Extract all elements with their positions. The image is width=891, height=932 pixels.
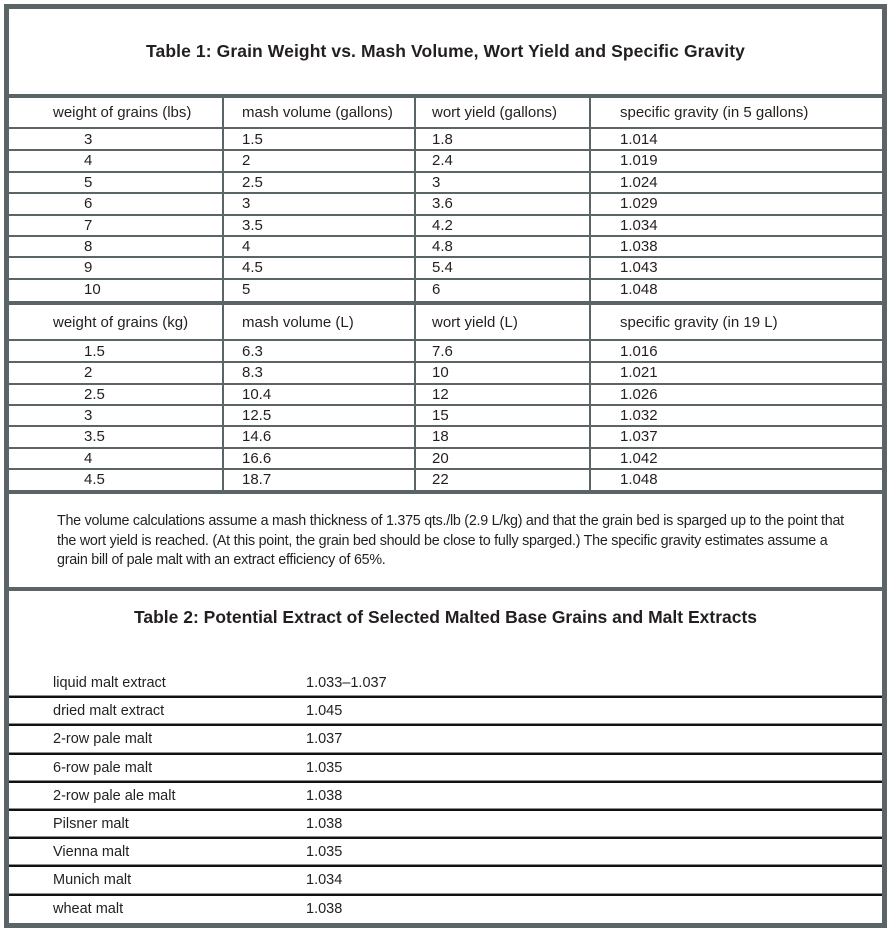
- wort-yield-cell: 3: [432, 173, 441, 191]
- column-divider: [414, 98, 416, 301]
- divider: [9, 490, 882, 494]
- mash-volume-cell: 3.5: [242, 216, 263, 234]
- wort-yield-cell: 10: [432, 364, 449, 382]
- weight-cell: 1.5: [84, 343, 105, 360]
- column-divider: [414, 305, 416, 490]
- column-header: weight of grains (lbs): [53, 104, 192, 121]
- metric-header-row: [9, 305, 882, 340]
- table-row: [9, 150, 882, 171]
- imperial-header-row: [9, 98, 882, 128]
- specific-gravity-cell: 1.019: [620, 152, 658, 170]
- specific-gravity-cell: 1.048: [620, 470, 658, 488]
- table2-title: Table 2: Potential Extract of Selected Malted Base Grains and Malt Extracts: [133, 607, 758, 627]
- table-row: [9, 129, 882, 150]
- column-header: mash volume (L): [242, 314, 354, 331]
- wort-yield-cell: 6: [432, 280, 441, 298]
- wort-yield-cell: 22: [432, 470, 449, 488]
- mash-volume-cell: 3: [242, 195, 251, 213]
- potential-extract-cell: 1.038: [306, 787, 343, 804]
- table-row: [9, 810, 882, 838]
- mash-volume-cell: 14.6: [242, 428, 272, 446]
- table-row: [9, 193, 882, 214]
- grain-name-cell: 2-row pale ale malt: [53, 787, 176, 804]
- mash-volume-cell: 16.6: [242, 449, 272, 467]
- mash-volume-cell: 1.5: [242, 131, 263, 148]
- specific-gravity-cell: 1.034: [620, 216, 658, 234]
- potential-extract-cell: 1.034: [306, 872, 343, 889]
- table1-title: Table 1: Grain Weight vs. Mash Volume, Wort Yield and Specific Gravity: [146, 41, 745, 61]
- grain-name-cell: liquid malt extract: [53, 675, 166, 691]
- table-row: [9, 405, 882, 426]
- potential-extract-cell: 1.038: [306, 816, 343, 832]
- specific-gravity-cell: 1.026: [620, 385, 658, 403]
- weight-cell: 3.5: [84, 428, 105, 446]
- weight-cell: 4.5: [84, 470, 105, 488]
- specific-gravity-cell: 1.021: [620, 364, 658, 382]
- weight-cell: 8: [84, 238, 93, 255]
- potential-extract-cell: 1.035: [306, 844, 343, 861]
- potential-extract-cell: 1.033–1.037: [306, 675, 387, 691]
- grain-name-cell: Vienna malt: [53, 844, 130, 861]
- column-header: specific gravity (in 19 L): [620, 314, 778, 331]
- column-header: mash volume (gallons): [242, 104, 393, 121]
- mash-volume-cell: 18.7: [242, 470, 272, 488]
- weight-cell: 4: [84, 449, 93, 467]
- table-row: [9, 866, 882, 894]
- potential-extract-cell: 1.037: [306, 731, 343, 748]
- grain-name-cell: wheat malt: [53, 900, 124, 917]
- table-row: [9, 697, 882, 725]
- grain-name-cell: Munich malt: [53, 872, 132, 889]
- mash-volume-cell: 12.5: [242, 406, 272, 424]
- wort-yield-cell: 20: [432, 449, 449, 467]
- column-divider: [589, 305, 591, 490]
- weight-cell: 9: [84, 259, 93, 277]
- specific-gravity-cell: 1.037: [620, 428, 658, 446]
- mash-volume-cell: 2: [242, 152, 251, 170]
- weight-cell: 7: [84, 216, 93, 234]
- table-row: [9, 725, 882, 753]
- grain-name-cell: dried malt extract: [53, 703, 165, 720]
- weight-cell: 6: [84, 195, 93, 213]
- wort-yield-cell: 1.8: [432, 131, 453, 148]
- specific-gravity-cell: 1.014: [620, 131, 658, 148]
- grain-name-cell: 6-row pale malt: [53, 759, 153, 776]
- divider: [9, 587, 882, 591]
- column-divider: [589, 98, 591, 301]
- wort-yield-cell: 4.2: [432, 216, 453, 234]
- table-row: [9, 754, 882, 782]
- mash-volume-cell: 8.3: [242, 364, 263, 382]
- wort-yield-cell: 12: [432, 385, 449, 403]
- weight-cell: 4: [84, 152, 93, 170]
- table-row: [9, 362, 882, 383]
- mash-volume-cell: 4.5: [242, 259, 263, 277]
- table1-note: The volume calculations assume a mash thickness of 1.375 qts./lb (2.9 L/kg) and that the grain bed is sparged up to the point that the wort yield is reached. (At this point, the grain bed should be close to fully sparged.) The specific gravity estimates assume a grain bill of pale malt with an extract efficiency of 65%.: [57, 513, 844, 568]
- wort-yield-cell: 3.6: [432, 195, 453, 213]
- table-row: [9, 341, 882, 362]
- wort-yield-cell: 15: [432, 406, 449, 424]
- table-row: [9, 469, 882, 490]
- mash-volume-cell: 2.5: [242, 173, 263, 191]
- weight-cell: 3: [84, 406, 93, 424]
- column-divider: [222, 98, 224, 301]
- weight-cell: 2: [84, 364, 93, 382]
- wort-yield-cell: 2.4: [432, 152, 453, 170]
- weight-cell: 5: [84, 173, 93, 191]
- specific-gravity-cell: 1.048: [620, 280, 658, 298]
- table-row: [9, 215, 882, 236]
- table-row: [9, 895, 882, 923]
- table-row: [9, 236, 882, 257]
- table-row: [9, 669, 882, 697]
- mash-volume-cell: 6.3: [242, 343, 263, 360]
- specific-gravity-cell: 1.043: [620, 259, 658, 277]
- column-header: specific gravity (in 5 gallons): [620, 104, 809, 121]
- grain-name-cell: 2-row pale malt: [53, 731, 153, 748]
- table-row: [9, 384, 882, 405]
- wort-yield-cell: 5.4: [432, 259, 453, 277]
- specific-gravity-cell: 1.038: [620, 238, 658, 255]
- specific-gravity-cell: 1.032: [620, 406, 658, 424]
- column-divider: [222, 305, 224, 490]
- weight-cell: 3: [84, 131, 93, 148]
- specific-gravity-cell: 1.016: [620, 343, 658, 360]
- table-row: [9, 448, 882, 469]
- table-row: [9, 172, 882, 193]
- specific-gravity-cell: 1.024: [620, 173, 658, 191]
- weight-cell: 2.5: [84, 385, 105, 403]
- wort-yield-cell: 4.8: [432, 238, 453, 255]
- table-row: [9, 426, 882, 447]
- weight-cell: 10: [84, 280, 101, 298]
- table-row: [9, 838, 882, 866]
- mash-volume-cell: 5: [242, 280, 251, 298]
- mash-volume-cell: 4: [242, 238, 251, 255]
- specific-gravity-cell: 1.042: [620, 449, 658, 467]
- wort-yield-cell: 7.6: [432, 343, 453, 360]
- table-row: [9, 279, 882, 300]
- column-header: wort yield (L): [432, 314, 518, 331]
- table-row: [9, 782, 882, 810]
- wort-yield-cell: 18: [432, 428, 449, 446]
- potential-extract-cell: 1.035: [306, 759, 343, 776]
- document-frame: [4, 4, 887, 928]
- column-header: weight of grains (kg): [53, 314, 189, 331]
- mash-volume-cell: 10.4: [242, 385, 272, 403]
- grain-name-cell: Pilsner malt: [53, 816, 129, 832]
- potential-extract-cell: 1.045: [306, 703, 343, 720]
- column-header: wort yield (gallons): [432, 104, 558, 121]
- table-row: [9, 257, 882, 278]
- specific-gravity-cell: 1.029: [620, 195, 658, 213]
- potential-extract-cell: 1.038: [306, 900, 343, 917]
